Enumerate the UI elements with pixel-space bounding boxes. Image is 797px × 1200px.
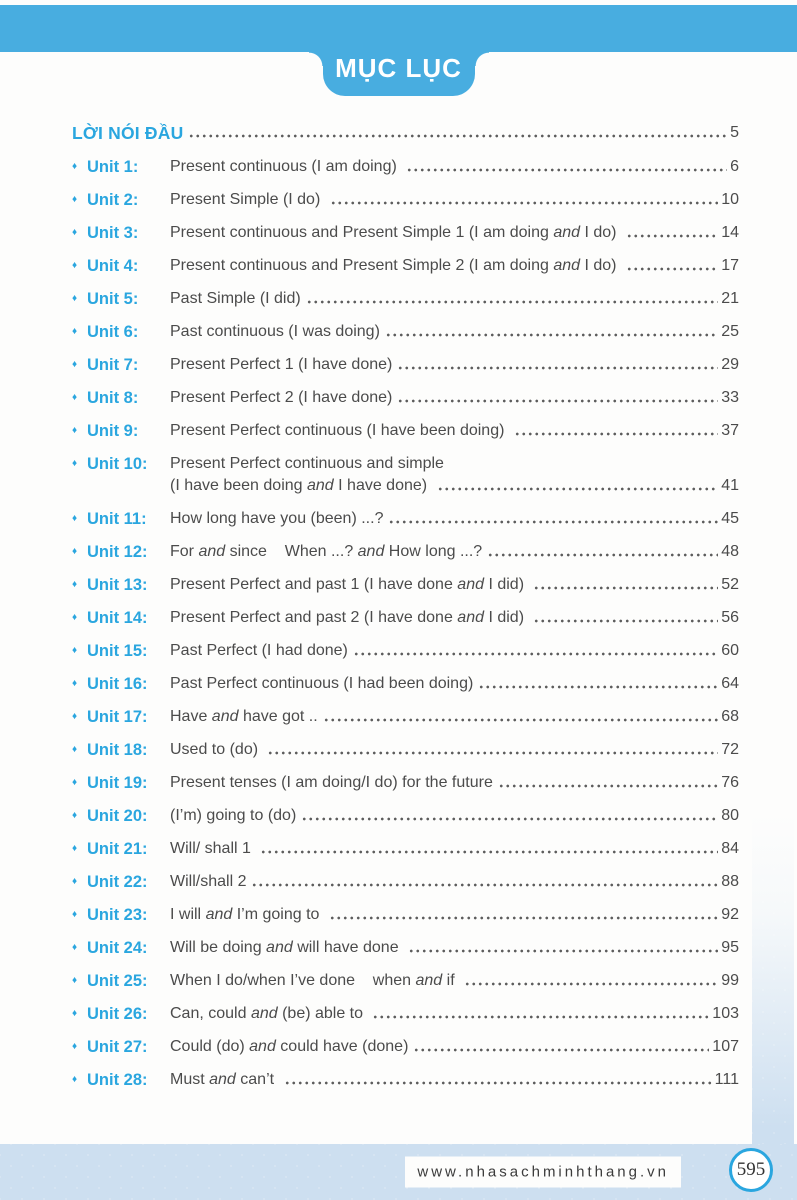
page-number-value: 595 xyxy=(736,1158,766,1180)
dot-leader xyxy=(464,970,718,992)
entry-page-number: 45 xyxy=(721,510,739,527)
entry-title-text: Present Perfect 2 (I have done) xyxy=(170,389,393,406)
entry-page-number: 84 xyxy=(721,840,739,857)
entry-page-number: 17 xyxy=(721,257,739,274)
entry-title-column xyxy=(170,189,739,211)
toc-line xyxy=(170,475,739,497)
toc-line xyxy=(170,706,739,728)
entry-title-column xyxy=(170,805,739,827)
diamond-bullet-icon: ♦ xyxy=(72,612,78,623)
entry-title-text: I have done) xyxy=(333,477,432,494)
entry-title-text: Will/ shall 1 xyxy=(170,840,256,857)
toc-entry xyxy=(72,937,739,959)
entry-page-number: 88 xyxy=(721,873,739,890)
entry-title xyxy=(170,739,262,761)
dot-leader xyxy=(397,387,718,409)
entry-title xyxy=(170,574,528,596)
diamond-bullet-icon: ♦ xyxy=(72,645,78,656)
entry-title xyxy=(170,838,255,860)
toc-entry xyxy=(72,706,739,728)
entry-title-italic: and xyxy=(457,609,484,626)
toc-entry xyxy=(72,387,739,409)
dot-leader xyxy=(260,838,718,860)
entry-title-italic: and xyxy=(211,708,239,725)
toc-entry xyxy=(72,255,739,277)
entry-page-number: 5 xyxy=(730,124,739,141)
toc-entry xyxy=(72,508,739,530)
entry-title-text: since When ...? xyxy=(225,543,358,560)
dot-leader xyxy=(478,673,718,695)
toc-line xyxy=(170,772,739,794)
dot-leader xyxy=(267,739,718,761)
entry-title-text: When I do/when I’ve done when xyxy=(170,972,416,989)
toc-line xyxy=(170,387,739,409)
entry-title-column xyxy=(170,739,739,761)
entry-title xyxy=(170,1069,279,1091)
entry-title-column xyxy=(170,640,739,662)
entry-title-text: For xyxy=(170,543,199,560)
toc-line xyxy=(170,222,739,244)
toc-line xyxy=(72,122,739,144)
entry-title xyxy=(170,541,482,563)
toc-entry xyxy=(72,805,739,827)
toc-line xyxy=(170,805,739,827)
entry-page-number: 99 xyxy=(721,972,739,989)
entry-title-text: I did) xyxy=(484,609,529,626)
diamond-bullet-icon: ♦ xyxy=(72,909,78,920)
entry-title xyxy=(170,321,380,343)
entry-title-text: Present Perfect 1 (I have done) xyxy=(170,356,393,373)
entry-title-column xyxy=(170,1036,739,1058)
entry-title-column xyxy=(170,222,739,244)
diamond-bullet-icon: ♦ xyxy=(72,260,78,271)
entry-page-number: 80 xyxy=(721,807,739,824)
toc-entry xyxy=(72,1003,739,1025)
dot-leader xyxy=(353,640,718,662)
diamond-bullet-icon: ♦ xyxy=(72,810,78,821)
entry-title-text: could have (done) xyxy=(275,1038,409,1055)
entry-title xyxy=(170,673,473,695)
entry-title-text: Present continuous and Present Simple 2 (I am doing xyxy=(170,257,554,274)
entry-title xyxy=(170,904,324,926)
entry-title xyxy=(170,871,246,893)
toc-entry xyxy=(72,607,739,629)
entry-page-number: 103 xyxy=(712,1005,739,1022)
unit-label: Unit 25: xyxy=(87,972,148,990)
dot-leader xyxy=(533,607,718,629)
entry-title-text: Present Simple (I do) xyxy=(170,191,325,208)
dot-leader xyxy=(388,508,718,530)
toc-line xyxy=(170,541,739,563)
dot-leader xyxy=(284,1069,712,1091)
dot-leader xyxy=(408,937,718,959)
diamond-bullet-icon: ♦ xyxy=(72,975,78,986)
dot-leader xyxy=(406,156,727,178)
page-number-badge xyxy=(729,1148,773,1192)
unit-label: Unit 21: xyxy=(87,840,148,858)
entry-page-number: 41 xyxy=(721,477,739,494)
toc-entry xyxy=(72,288,739,310)
entry-title-column xyxy=(170,508,739,530)
entry-title-text: Past Simple (I did) xyxy=(170,290,301,307)
entry-title xyxy=(170,387,392,409)
toc-line xyxy=(170,255,739,277)
entry-page-number: 21 xyxy=(721,290,739,307)
entry-title-text: I do) xyxy=(580,224,621,241)
unit-label: Unit 17: xyxy=(87,708,148,726)
entry-title-text: How long have you (been) ...? xyxy=(170,510,384,527)
dot-leader xyxy=(188,122,727,144)
unit-label: Unit 5: xyxy=(87,290,139,308)
toc-line xyxy=(170,156,739,178)
entry-page-number: 56 xyxy=(721,609,739,626)
toc-entry xyxy=(72,156,739,178)
entry-title-text: Can, could xyxy=(170,1005,251,1022)
entry-title xyxy=(170,475,432,497)
entry-title-text: Present continuous and Present Simple 1 (I am doing xyxy=(170,224,554,241)
unit-label: Unit 28: xyxy=(87,1071,148,1089)
entry-title-text: Must xyxy=(170,1071,210,1088)
entry-title-column xyxy=(170,321,739,343)
entry-title-text: I did) xyxy=(484,576,529,593)
unit-label: Unit 8: xyxy=(87,389,139,407)
toc-entry xyxy=(72,321,739,343)
entry-title-text: Present tenses (I am doing/I do) for the future xyxy=(170,774,493,791)
unit-label: Unit 27: xyxy=(87,1038,148,1056)
toc-line xyxy=(170,189,739,211)
toc-entry xyxy=(72,838,739,860)
entry-title xyxy=(170,1003,367,1025)
toc-entry xyxy=(72,640,739,662)
entry-title-text: Have xyxy=(170,708,212,725)
toc-entry xyxy=(72,1036,739,1058)
dot-leader xyxy=(323,706,719,728)
entry-title-column xyxy=(170,706,739,728)
unit-label: Unit 12: xyxy=(87,543,148,561)
dot-leader xyxy=(306,288,718,310)
unit-label: Unit 1: xyxy=(87,158,139,176)
toc-line xyxy=(170,1003,739,1025)
toc-line xyxy=(170,673,739,695)
toc-entry xyxy=(72,1069,739,1091)
toc-line xyxy=(170,607,739,629)
entry-title-column xyxy=(170,354,739,376)
entry-title-column xyxy=(170,838,739,860)
entry-page-number: 52 xyxy=(721,576,739,593)
entry-title xyxy=(170,1036,408,1058)
unit-label: Unit 13: xyxy=(87,576,148,594)
diamond-bullet-icon: ♦ xyxy=(72,513,78,524)
entry-title-column xyxy=(170,574,739,596)
toc-entry xyxy=(72,354,739,376)
entry-page-number: 60 xyxy=(721,642,739,659)
entry-title xyxy=(170,607,528,629)
entry-title-text: How long ...? xyxy=(384,543,483,560)
entry-title xyxy=(170,453,444,475)
header-tab xyxy=(323,52,475,96)
entry-title-text: Past Perfect continuous (I had been doing) xyxy=(170,675,474,692)
entry-page-number: 107 xyxy=(712,1038,739,1055)
dot-leader xyxy=(487,541,718,563)
entry-title xyxy=(170,805,296,827)
unit-label: Unit 9: xyxy=(87,422,139,440)
entry-title-text: Could (do) xyxy=(170,1038,250,1055)
dot-leader xyxy=(329,904,718,926)
toc-entry xyxy=(72,189,739,211)
unit-label: Unit 18: xyxy=(87,741,148,759)
entry-title-column xyxy=(170,607,739,629)
entry-title-column xyxy=(170,156,739,178)
entry-title-text: Will/shall 2 xyxy=(170,873,247,890)
toc-entry xyxy=(72,772,739,794)
entry-title-column xyxy=(170,970,739,992)
entry-page-number: 111 xyxy=(714,1071,739,1088)
entry-title xyxy=(170,222,621,244)
entry-title-column xyxy=(170,255,739,277)
toc-line xyxy=(170,1036,739,1058)
toc-line xyxy=(170,1069,739,1091)
entry-page-number: 33 xyxy=(721,389,739,406)
unit-label: Unit 23: xyxy=(87,906,148,924)
toc-line xyxy=(170,288,739,310)
entry-title-text: (I’m) going to (do) xyxy=(170,807,297,824)
diamond-bullet-icon: ♦ xyxy=(72,876,78,887)
diamond-bullet-icon: ♦ xyxy=(72,546,78,557)
entry-title-italic: and xyxy=(209,1071,236,1088)
entry-title-column xyxy=(170,541,739,563)
unit-label: Unit 15: xyxy=(87,642,148,660)
toc-entry xyxy=(72,871,739,893)
entry-page-number: 76 xyxy=(721,774,739,791)
entry-title-column xyxy=(170,453,739,497)
toc-line xyxy=(170,574,739,596)
unit-label: Unit 14: xyxy=(87,609,148,627)
unit-label: Unit 11: xyxy=(87,510,147,528)
entry-title-text: Used to (do) xyxy=(170,741,263,758)
entry-title xyxy=(170,640,348,662)
entry-page-number: 29 xyxy=(721,356,739,373)
entry-title-text: (I have been doing xyxy=(170,477,307,494)
entry-title-column xyxy=(170,937,739,959)
entry-title-text: Past Perfect (I had done) xyxy=(170,642,348,659)
unit-label: Unit 7: xyxy=(87,356,139,374)
dot-leader xyxy=(498,772,718,794)
entry-title-text: have got .. xyxy=(238,708,318,725)
entry-title xyxy=(170,508,383,530)
entry-title xyxy=(170,255,621,277)
entry-title-text: Present Perfect continuous (I have been doing) xyxy=(170,422,509,439)
dot-leader xyxy=(413,1036,709,1058)
diamond-bullet-icon: ♦ xyxy=(72,293,78,304)
entry-page-number: 68 xyxy=(721,708,739,725)
dot-leader xyxy=(330,189,718,211)
dot-leader xyxy=(626,255,718,277)
diamond-bullet-icon: ♦ xyxy=(72,777,78,788)
entry-title-text: Present Perfect and past 1 (I have done xyxy=(170,576,458,593)
unit-label: Unit 3: xyxy=(87,224,139,242)
entry-title-column xyxy=(170,871,739,893)
unit-label: Unit 26: xyxy=(87,1005,148,1023)
toc-line xyxy=(170,508,739,530)
diamond-bullet-icon: ♦ xyxy=(72,678,78,689)
website-text: www.nhasachminhthang.vn xyxy=(405,1157,681,1188)
entry-title-text: (be) able to xyxy=(277,1005,368,1022)
unit-label: Unit 22: xyxy=(87,873,148,891)
diamond-bullet-icon: ♦ xyxy=(72,425,78,436)
toc-entry xyxy=(72,970,739,992)
entry-title-italic: and xyxy=(250,1005,278,1022)
toc-line xyxy=(170,354,739,376)
dot-leader xyxy=(385,321,718,343)
entry-title-italic: and xyxy=(266,939,293,956)
entry-title-column xyxy=(170,772,739,794)
entry-title-column xyxy=(170,1003,739,1025)
preface-label: LỜI NÓI ĐẦU xyxy=(72,123,184,143)
toc-line xyxy=(170,739,739,761)
diamond-bullet-icon: ♦ xyxy=(72,942,78,953)
dot-leader xyxy=(626,222,718,244)
diamond-bullet-icon: ♦ xyxy=(72,1008,78,1019)
diamond-bullet-icon: ♦ xyxy=(72,711,78,722)
diamond-bullet-icon: ♦ xyxy=(72,392,78,403)
toc-line xyxy=(170,937,739,959)
entry-title-text: I do) xyxy=(580,257,621,274)
entry-page-number: 10 xyxy=(721,191,739,208)
entry-page-number: 72 xyxy=(721,741,739,758)
toc-entry xyxy=(72,453,739,497)
entry-title-italic: and xyxy=(553,257,581,274)
entry-title-text: Past continuous (I was doing) xyxy=(170,323,380,340)
header-band xyxy=(0,5,797,52)
toc-entry xyxy=(72,574,739,596)
entry-title-text: Present continuous (I am doing) xyxy=(170,158,402,175)
entry-title xyxy=(170,420,509,442)
toc-entry xyxy=(72,673,739,695)
toc-line xyxy=(170,838,739,860)
dot-leader xyxy=(533,574,718,596)
entry-title-italic: and xyxy=(198,543,226,560)
entry-title-text: Present Perfect continuous and simple xyxy=(170,455,444,472)
entry-title-italic: and xyxy=(249,1038,276,1055)
entry-title-text: will have done xyxy=(292,939,404,956)
entry-title-column xyxy=(170,904,739,926)
entry-page-number: 14 xyxy=(721,224,739,241)
toc-entry xyxy=(72,739,739,761)
decorative-dots-fade xyxy=(752,814,794,1144)
entry-title-italic: and xyxy=(205,906,233,923)
entry-title xyxy=(170,937,403,959)
unit-label: Unit 24: xyxy=(87,939,148,957)
toc-line xyxy=(170,420,739,442)
entry-title xyxy=(170,354,392,376)
entry-title-italic: and xyxy=(553,224,581,241)
entry-page-number: 6 xyxy=(730,158,739,175)
diamond-bullet-icon: ♦ xyxy=(72,744,78,755)
entry-title-italic: and xyxy=(415,972,443,989)
entry-title xyxy=(170,970,459,992)
toc-line xyxy=(170,871,739,893)
decorative-dots-right xyxy=(752,814,794,1144)
entry-page-number: 48 xyxy=(721,543,739,560)
entry-title-text: if xyxy=(442,972,460,989)
entry-title-text: can’t xyxy=(235,1071,279,1088)
diamond-bullet-icon: ♦ xyxy=(72,1041,78,1052)
footer-band xyxy=(0,1144,797,1200)
entry-title-text: Present Perfect and past 2 (I have done xyxy=(170,609,458,626)
dot-leader xyxy=(251,871,718,893)
toc-entry xyxy=(72,541,739,563)
entry-title-italic: and xyxy=(457,576,484,593)
diamond-bullet-icon: ♦ xyxy=(72,579,78,590)
dot-leader xyxy=(437,475,719,497)
toc-entry xyxy=(72,222,739,244)
toc-entry xyxy=(72,904,739,926)
entry-page-number: 95 xyxy=(721,939,739,956)
unit-label: Unit 4: xyxy=(87,257,139,275)
entry-title xyxy=(170,189,325,211)
toc-entry-preface xyxy=(72,122,739,144)
diamond-bullet-icon: ♦ xyxy=(72,326,78,337)
entry-page-number: 64 xyxy=(721,675,739,692)
entry-title-column xyxy=(170,673,739,695)
entry-title xyxy=(170,706,318,728)
diamond-bullet-icon: ♦ xyxy=(72,359,78,370)
diamond-bullet-icon: ♦ xyxy=(72,843,78,854)
unit-label: Unit 16: xyxy=(87,675,148,693)
unit-label: Unit 6: xyxy=(87,323,139,341)
page-title: MỤC LỤC xyxy=(335,53,462,83)
entry-title xyxy=(170,288,301,310)
unit-label: Unit 20: xyxy=(87,807,148,825)
dot-leader xyxy=(301,805,718,827)
dot-leader xyxy=(372,1003,709,1025)
entry-title xyxy=(170,772,493,794)
entry-title-column xyxy=(170,420,739,442)
diamond-bullet-icon: ♦ xyxy=(72,227,78,238)
entry-title-column xyxy=(170,387,739,409)
entry-title-text: I’m going to xyxy=(232,906,324,923)
entry-title-text: I will xyxy=(170,906,206,923)
diamond-bullet-icon: ♦ xyxy=(72,161,78,172)
entry-title xyxy=(170,156,401,178)
toc-line xyxy=(170,321,739,343)
dot-leader xyxy=(397,354,718,376)
unit-label: Unit 2: xyxy=(87,191,139,209)
entry-title-italic: and xyxy=(357,543,385,560)
toc-line xyxy=(170,904,739,926)
dot-leader xyxy=(514,420,718,442)
entry-page-number: 25 xyxy=(721,323,739,340)
toc-line xyxy=(170,970,739,992)
entry-page-number: 92 xyxy=(721,906,739,923)
diamond-bullet-icon: ♦ xyxy=(72,458,78,469)
toc-line xyxy=(170,640,739,662)
diamond-bullet-icon: ♦ xyxy=(72,194,78,205)
unit-label: Unit 19: xyxy=(87,774,148,792)
entry-title-text: Will be doing xyxy=(170,939,267,956)
entry-title-column xyxy=(170,1069,739,1091)
entry-title-column xyxy=(170,288,739,310)
entry-title-italic: and xyxy=(307,477,334,494)
diamond-bullet-icon: ♦ xyxy=(72,1074,78,1085)
toc-entry xyxy=(72,420,739,442)
toc-line xyxy=(170,453,739,475)
entry-page-number: 37 xyxy=(721,422,739,439)
unit-label: Unit 10: xyxy=(87,455,148,473)
toc-list xyxy=(72,122,739,1102)
